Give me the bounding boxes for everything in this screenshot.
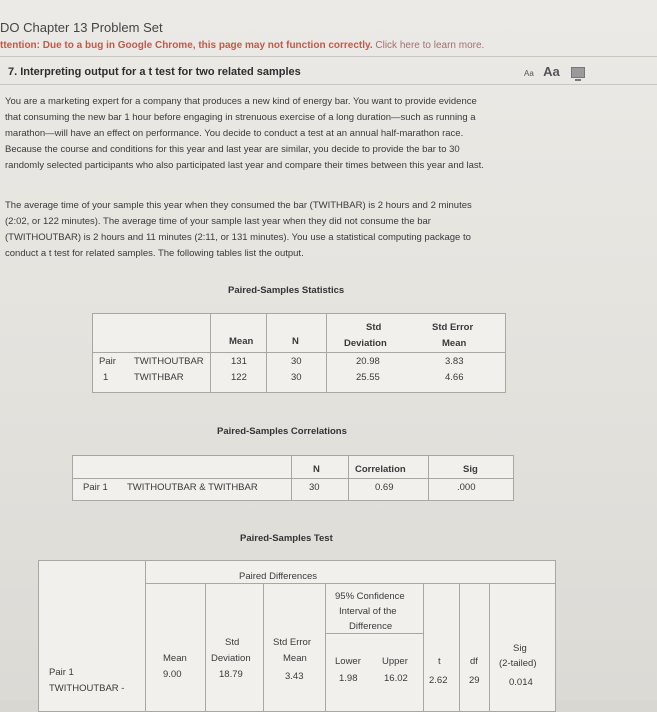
col-header-correlation: Correlation: [355, 464, 406, 475]
col-header-n: N: [313, 464, 320, 475]
sig-value: 0.014: [509, 677, 533, 688]
row-name: TWITHOUTBAR: [134, 356, 204, 367]
sig-value: .000: [457, 482, 476, 493]
text-line: that consuming the new bar 1 hour before engaging in strenuous exercise of a long duration—such as running a: [5, 112, 476, 123]
col-header-sd: Deviation: [344, 338, 387, 349]
col-header-se: Std Error: [273, 637, 312, 648]
paragraph-data: [5, 198, 472, 262]
n-value: 30: [309, 482, 320, 493]
text-line: marathon—will have an effect on performance. You decide to conduct a test at an annual half-marathon race.: [5, 128, 464, 139]
n-value: 30: [291, 356, 302, 367]
text-line: randomly selected participants who also participated last year and compare their times between this year and last.: [5, 160, 484, 171]
ci-header: Interval of the: [339, 606, 397, 617]
se-value: 3.43: [285, 671, 304, 682]
se-value: 4.66: [445, 372, 464, 383]
sd-value: 20.98: [356, 356, 380, 367]
col-header-sd: Std: [225, 637, 240, 648]
paired-differences-header: Paired Differences: [239, 571, 317, 582]
text-line: You are a marketing expert for a company that produces a new kind of energy bar. You want to provide evidence: [5, 96, 477, 107]
corr-table-title: Paired-Samples Correlations: [217, 426, 347, 437]
col-header-sd: Deviation: [211, 653, 251, 664]
mean-value: 122: [231, 372, 247, 383]
lower-value: 1.98: [339, 673, 358, 684]
col-header-t: t: [438, 656, 441, 667]
text-line: conduct a t test for related samples. The following tables list the output.: [5, 248, 304, 259]
col-header-mean: Mean: [163, 653, 187, 664]
n-value: 30: [291, 372, 302, 383]
col-header-mean: Mean: [229, 336, 254, 347]
correlation-value: 0.69: [375, 482, 394, 493]
sd-value: 18.79: [219, 669, 243, 680]
question-heading: 7. Interpreting output for a t test for two related samples: [8, 66, 301, 78]
col-header-se: Std Error: [432, 322, 474, 333]
divider: [0, 84, 657, 85]
col-header-sig: Sig: [463, 464, 478, 475]
row-name: TWITHBAR: [134, 372, 184, 383]
corr-table: [72, 455, 514, 501]
attention-banner: [0, 40, 484, 51]
monitor-icon[interactable]: [571, 67, 585, 78]
df-value: 29: [469, 675, 480, 686]
pair-label: Pair: [99, 356, 116, 367]
col-header-n: N: [292, 336, 299, 347]
ci-header: 95% Confidence: [335, 591, 405, 602]
t-value: 2.62: [429, 675, 448, 686]
col-header-df: df: [470, 656, 478, 667]
row-name: TWITHOUTBAR -: [49, 683, 125, 694]
attention-text: ttention: Due to a bug in Google Chrome, this page may not function correctly.: [0, 40, 373, 51]
test-table: [38, 560, 556, 712]
ci-header: Difference: [349, 621, 393, 632]
text-line: (2:02, or 122 minutes). The average time of your sample last year when they did not consume the bar: [5, 216, 431, 227]
test-table-title: Paired-Samples Test: [240, 533, 333, 544]
text-line: Because the course and conditions for this year and last year are similar, you decide to provide the bar to 30: [5, 144, 460, 155]
mean-value: 131: [231, 356, 247, 367]
col-header-se: Mean: [283, 653, 307, 664]
col-header-sig: Sig: [513, 643, 527, 654]
mean-value: 9.00: [163, 669, 182, 680]
learn-more-link[interactable]: Click here to learn more.: [375, 40, 485, 51]
divider: [0, 56, 657, 57]
font-increase-button[interactable]: Aa: [543, 64, 560, 79]
pair-label: 1: [103, 372, 109, 383]
upper-value: 16.02: [384, 673, 408, 684]
stats-table-title: Paired-Samples Statistics: [228, 285, 345, 296]
font-size-controls: [524, 64, 585, 79]
text-line: (TWITHOUTBAR) is 2 hours and 11 minutes (2:11, or 131 minutes). You use a statistical computing package to: [5, 232, 471, 243]
text-line: The average time of your sample this year when they consumed the bar (TWITHBAR) is 2 hours and 2 minutes: [5, 200, 472, 211]
pair-label: Pair 1: [49, 667, 74, 678]
se-value: 3.83: [445, 356, 464, 367]
font-decrease-button[interactable]: Aa: [524, 69, 534, 78]
sd-value: 25.55: [356, 372, 380, 383]
col-header-sd: Std: [366, 322, 382, 333]
row-name: TWITHOUTBAR & TWITHBAR: [127, 482, 258, 493]
stats-table: [92, 313, 506, 393]
col-header-sig: (2-tailed): [499, 658, 537, 669]
problem-set-title: DO Chapter 13 Problem Set: [0, 20, 163, 35]
pair-label: Pair 1: [83, 482, 108, 493]
col-header-upper: Upper: [382, 656, 408, 667]
col-header-lower: Lower: [335, 656, 361, 667]
col-header-se: Mean: [442, 338, 467, 349]
paragraph-intro: [5, 94, 484, 174]
